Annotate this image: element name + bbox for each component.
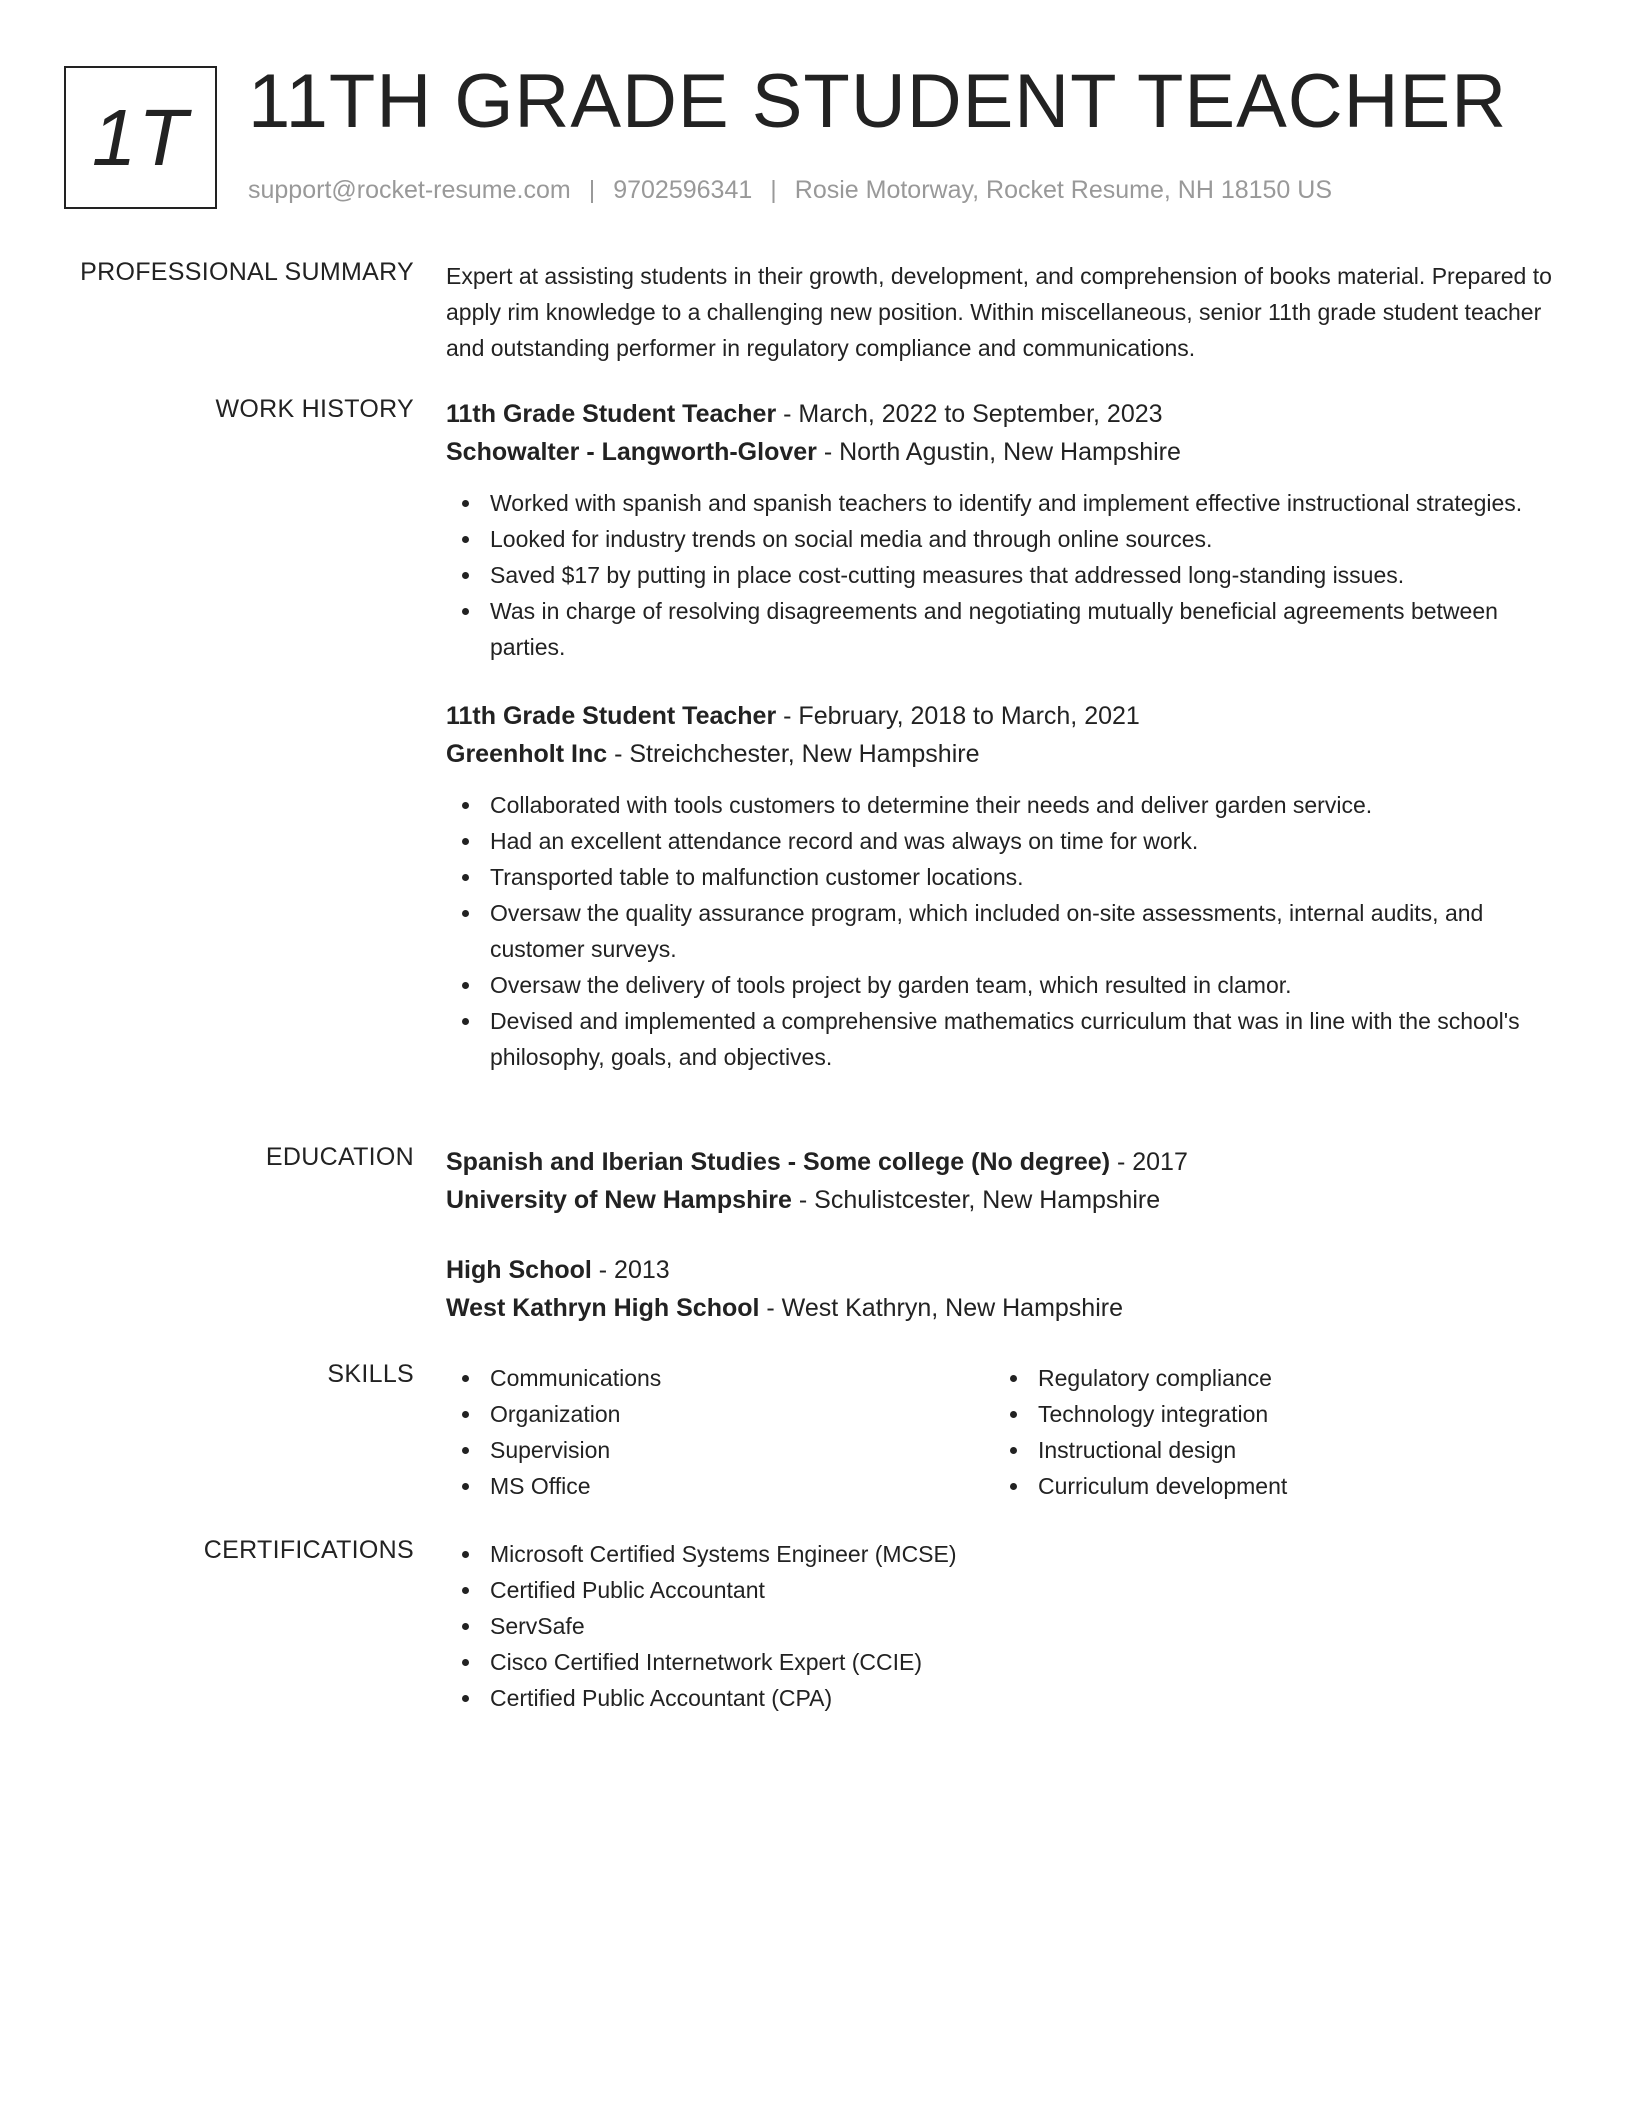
- contact-address: Rosie Motorway, Rocket Resume, NH 18150 US: [794, 176, 1333, 204]
- skills-grid: [446, 1360, 1566, 1504]
- list-item: Collaborated with tools customers to determine their needs and deliver garden service.: [446, 787, 1566, 823]
- school: University of New Hampshire: [446, 1186, 792, 1214]
- list-item: Saved $17 by putting in place cost-cutting measures that addressed long-standing issues.: [446, 557, 1566, 593]
- degree-year: - 2013: [591, 1256, 670, 1284]
- resume-title: 11TH GRADE STUDENT TEACHER: [248, 59, 1508, 144]
- work-history-label: WORK HISTORY: [215, 395, 414, 423]
- contact-separator: |: [588, 176, 596, 204]
- school-location: - West Kathryn, New Hampshire: [759, 1294, 1123, 1322]
- work-history-body: [446, 395, 1566, 1075]
- job-location: - North Agustin, New Hampshire: [816, 438, 1181, 466]
- skills-column-2: [994, 1360, 1542, 1504]
- contact-email: support@rocket-resume.com: [248, 176, 571, 204]
- education-entry: [446, 1251, 1566, 1327]
- education-label: EDUCATION: [265, 1143, 414, 1171]
- job-company-line: [446, 433, 1566, 471]
- job-title-line: [446, 697, 1566, 735]
- skills-column-1: [446, 1360, 994, 1504]
- degree: High School: [446, 1256, 592, 1284]
- school-location: - Schulistcester, New Hampshire: [791, 1186, 1161, 1214]
- degree-line: [446, 1143, 1566, 1181]
- job-entry: [446, 697, 1566, 1075]
- certifications-label: CERTIFICATIONS: [203, 1536, 414, 1564]
- job-dates: - March, 2022 to September, 2023: [776, 400, 1163, 428]
- skill-item: Organization: [446, 1396, 994, 1432]
- monogram-logo: 1T: [64, 66, 217, 209]
- job-bullets: [446, 787, 1566, 1075]
- education-entry: [446, 1143, 1566, 1219]
- skill-item: Curriculum development: [994, 1468, 1542, 1504]
- list-item: Oversaw the quality assurance program, which included on-site assessments, internal audits, and customer surveys.: [446, 895, 1566, 967]
- certification-item: Cisco Certified Internetwork Expert (CCIE): [446, 1644, 1566, 1680]
- skill-item: Supervision: [446, 1432, 994, 1468]
- job-bullets: [446, 485, 1566, 665]
- school: West Kathryn High School: [446, 1294, 760, 1322]
- skills-body: [446, 1360, 1566, 1504]
- list-item: Transported table to malfunction customer locations.: [446, 859, 1566, 895]
- list-item: Was in charge of resolving disagreements and negotiating mutually beneficial agreements between parties.: [446, 593, 1566, 665]
- summary-text: Expert at assisting students in their growth, development, and comprehension of books material. Prepared to apply rim knowledge to a challenging new position. Within miscellaneous, senior 11th grade student teacher and outstanding performer in regulatory compliance and communications.: [446, 263, 1552, 361]
- job-company: Schowalter - Langworth-Glover: [446, 438, 817, 466]
- skill-item: Technology integration: [994, 1396, 1542, 1432]
- job-title: 11th Grade Student Teacher: [446, 702, 777, 730]
- job-entry: [446, 395, 1566, 665]
- certification-item: Certified Public Accountant: [446, 1572, 1566, 1608]
- school-line: [446, 1181, 1566, 1219]
- contact-separator: |: [770, 176, 777, 204]
- certifications-list: [446, 1536, 1566, 1716]
- job-title-line: [446, 395, 1566, 433]
- skill-item: Instructional design: [994, 1432, 1542, 1468]
- certifications-body: [446, 1536, 1566, 1716]
- job-location: - Streichchester, New Hampshire: [607, 740, 980, 768]
- summary-label: PROFESSIONAL SUMMARY: [80, 258, 414, 286]
- skill-item: Communications: [446, 1360, 994, 1396]
- job-title: 11th Grade Student Teacher: [446, 400, 777, 428]
- school-line: [446, 1289, 1566, 1327]
- skills-label: SKILLS: [327, 1360, 414, 1388]
- degree: Spanish and Iberian Studies - Some college (No degree): [446, 1148, 1111, 1176]
- certification-item: ServSafe: [446, 1608, 1566, 1644]
- list-item: Oversaw the delivery of tools project by garden team, which resulted in clamor.: [446, 967, 1566, 1003]
- skill-item: Regulatory compliance: [994, 1360, 1542, 1396]
- job-company: Greenholt Inc: [446, 740, 608, 768]
- skill-item: MS Office: [446, 1468, 994, 1504]
- list-item: Devised and implemented a comprehensive mathematics curriculum that was in line with the school's philosophy, goals, and objectives.: [446, 1003, 1566, 1075]
- list-item: Looked for industry trends on social media and through online sources.: [446, 521, 1566, 557]
- job-company-line: [446, 735, 1566, 773]
- list-item: Had an excellent attendance record and was always on time for work.: [446, 823, 1566, 859]
- contact-phone: 9702596341: [613, 176, 753, 204]
- job-dates: - February, 2018 to March, 2021: [776, 702, 1140, 730]
- certification-item: Microsoft Certified Systems Engineer (MCSE): [446, 1536, 1566, 1572]
- degree-year: - 2017: [1110, 1148, 1188, 1176]
- summary-body: [446, 258, 1566, 366]
- list-item: Worked with spanish and spanish teachers to identify and implement effective instructional strategies.: [446, 485, 1566, 521]
- contact-line: [248, 176, 1332, 205]
- education-body: [446, 1143, 1566, 1327]
- certification-item: Certified Public Accountant (CPA): [446, 1680, 1566, 1716]
- degree-line: [446, 1251, 1566, 1289]
